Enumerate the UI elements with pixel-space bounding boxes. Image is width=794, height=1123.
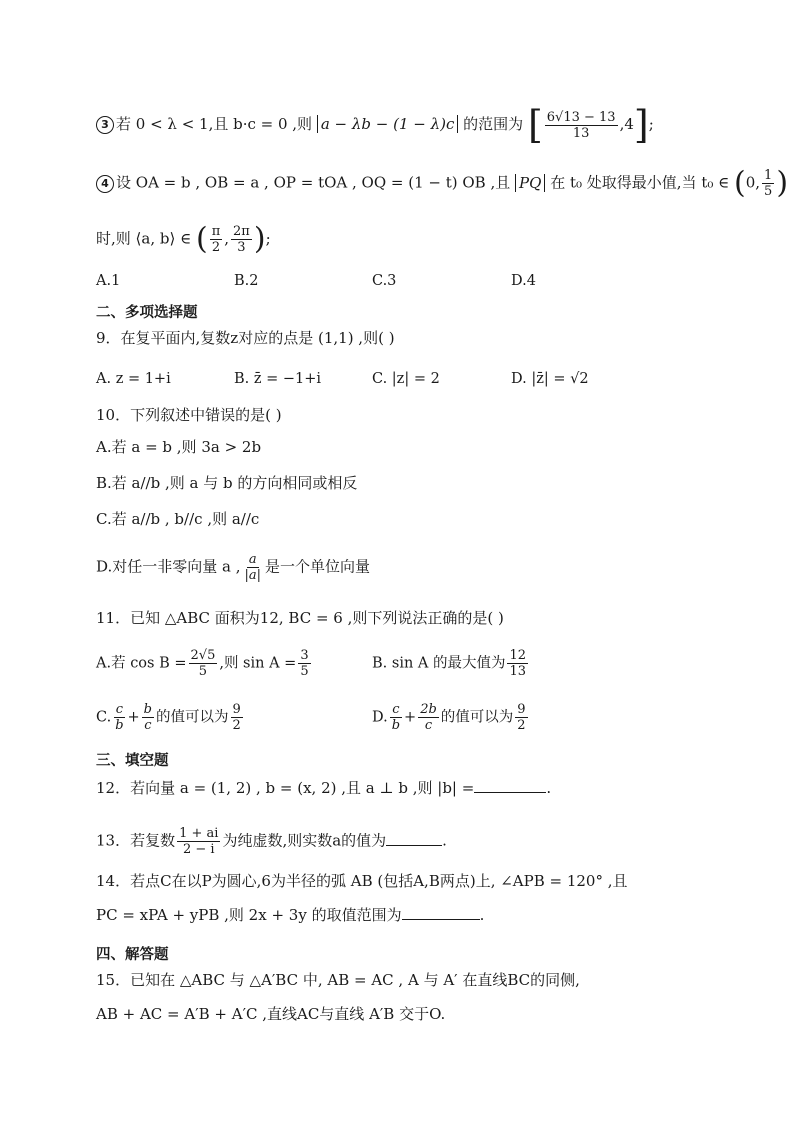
q9-option-a: A. z = 1+i [96, 371, 171, 387]
q9-option-d: D. |z̄| = √2 [511, 371, 589, 387]
angle-condition: 时,则 ⟨a, b⟩ ∈ [96, 229, 192, 248]
right-bracket: ] [633, 103, 649, 147]
q14-line-2: PC = xPA + yPB ,则 2x + 3y 的取值范围为 . [96, 906, 485, 924]
section-heading-3: 三、填空题 [96, 753, 169, 769]
q10-option-d: D.对任一非零向量 a , $\frac{a}{|a|}$ 是一个单位向量 [96, 552, 371, 583]
q10-option-c: C.若 a//b , b//c ,则 a//c [96, 510, 260, 528]
interval-fraction: $\frac{1}{5}$ [764, 168, 773, 199]
q11-stem: 11．已知 △ABC 面积为12, BC = 6 ,则下列说法正确的是( ) [96, 609, 504, 627]
q8-option-b: B.2 [234, 273, 259, 289]
q8-option-c: C.3 [372, 273, 397, 289]
statement-3: 3 若 0 < λ < 1,且 b·c = 0 ,则 a − λb − (1 − λ)c 的范围为 [ $\frac{6√13 - 13}{13}$ ,4]; [96, 106, 654, 144]
range-fraction: $\frac{6√13 - 13}{13}$ [546, 109, 616, 141]
two-pi-over-3: $\frac{2\pi}{3}$ [233, 224, 250, 255]
statement-3-range-label: 的范围为 [463, 115, 524, 133]
section-heading-4: 四、解答题 [96, 947, 169, 963]
circled-number-3: 3 [96, 116, 114, 134]
statement-4-line-2: 时,则 ⟨a, b⟩ ∈ ( $\frac{\pi}{2}$ , $\frac{2\pi}{3}$ ); [96, 221, 271, 257]
q11-option-b: B. sin A 的最大值为 $\frac{12}{13}$ [372, 648, 527, 679]
q15-line-2: AB + AC = A′B + A′C ,直线AC与直线 A′B 交于O. [96, 1005, 446, 1023]
statement-4: 4 设 OA = b , OB = a , OP = tOA , OQ = (1 − t) OB ,且 PQ 在 t₀ 处取得最小值,当 t₀ ∈ (0, $\frac{1}{5}$ ) [96, 168, 788, 199]
pi-over-2: $\frac{\pi}{2}$ [211, 224, 221, 255]
q12-stem: 12．若向量 a = (1, 2) , b = (x, 2) ,且 a ⊥ b ,则 |b| = [96, 779, 475, 797]
q10-option-b: B.若 a//b ,则 a 与 b 的方向相同或相反 [96, 474, 358, 492]
q11-option-c: C. $\frac{c}{b}$ + $\frac{b}{c}$ 的值可以为 $\frac{9}{2}$ [96, 702, 241, 733]
q13: 13．若复数 $\frac{1 + ai}{2 - i}$ 为纯虚数,则实数a的值为 . [96, 826, 447, 857]
q13-fraction: $\frac{1 + ai}{2 - i}$ [179, 826, 219, 857]
circled-number-4: 4 [96, 175, 114, 193]
q9-option-b: B. z̄ = −1+i [234, 371, 322, 387]
q15-line-1: 15．已知在 △ABC 与 △A′BC 中, AB = AC , A 与 A′ 在直线BC的同侧, [96, 971, 580, 989]
unit-vector-fraction: $\frac{a}{|a|}$ [244, 552, 262, 583]
q9-option-c: C. |z| = 2 [372, 371, 440, 387]
q12-answer-blank[interactable] [474, 791, 546, 793]
q11-option-a: A.若 cos B = $\frac{2√5}{5}$ ,则 sin A = $\frac{3}{5}$ [96, 648, 309, 679]
statement-3-text: 若 0 < λ < 1,且 b·c = 0 ,则 [116, 115, 313, 133]
q10-stem: 10．下列叙述中错误的是( ) [96, 406, 282, 424]
q13-answer-blank[interactable] [386, 844, 442, 846]
pq-magnitude: PQ [515, 174, 545, 192]
q8-option-d: D.4 [511, 273, 536, 289]
statement-3-expression: a − λb − (1 − λ)c [317, 115, 459, 133]
section-heading-2: 二、多项选择题 [96, 305, 198, 321]
statement-4-condition: 在 t₀ 处取得最小值,当 t₀ ∈ [550, 173, 730, 192]
q12: 12．若向量 a = (1, 2) , b = (x, 2) ,且 a ⊥ b ,则 |b| = . [96, 779, 552, 797]
q14-answer-blank[interactable] [402, 918, 480, 920]
q9-stem: 9．在复平面内,复数z对应的点是 (1,1) ,则( ) [96, 329, 395, 347]
q8-option-a: A.1 [96, 273, 121, 289]
q11-option-d: D. $\frac{c}{b}$ + $\frac{2b}{c}$ 的值可以为 $\frac{9}{2}$ [372, 702, 526, 733]
q14-line-1: 14．若点C在以P为圆心,6为半径的弧 AB (包括A,B两点)上, ∠APB = 120° ,且 [96, 872, 628, 890]
q10-option-a: A.若 a = b ,则 3a > 2b [96, 438, 262, 456]
statement-4-text: 设 OA = b , OB = a , OP = tOA , OQ = (1 − t) OB ,且 [116, 173, 511, 192]
left-bracket: [ [527, 103, 543, 147]
